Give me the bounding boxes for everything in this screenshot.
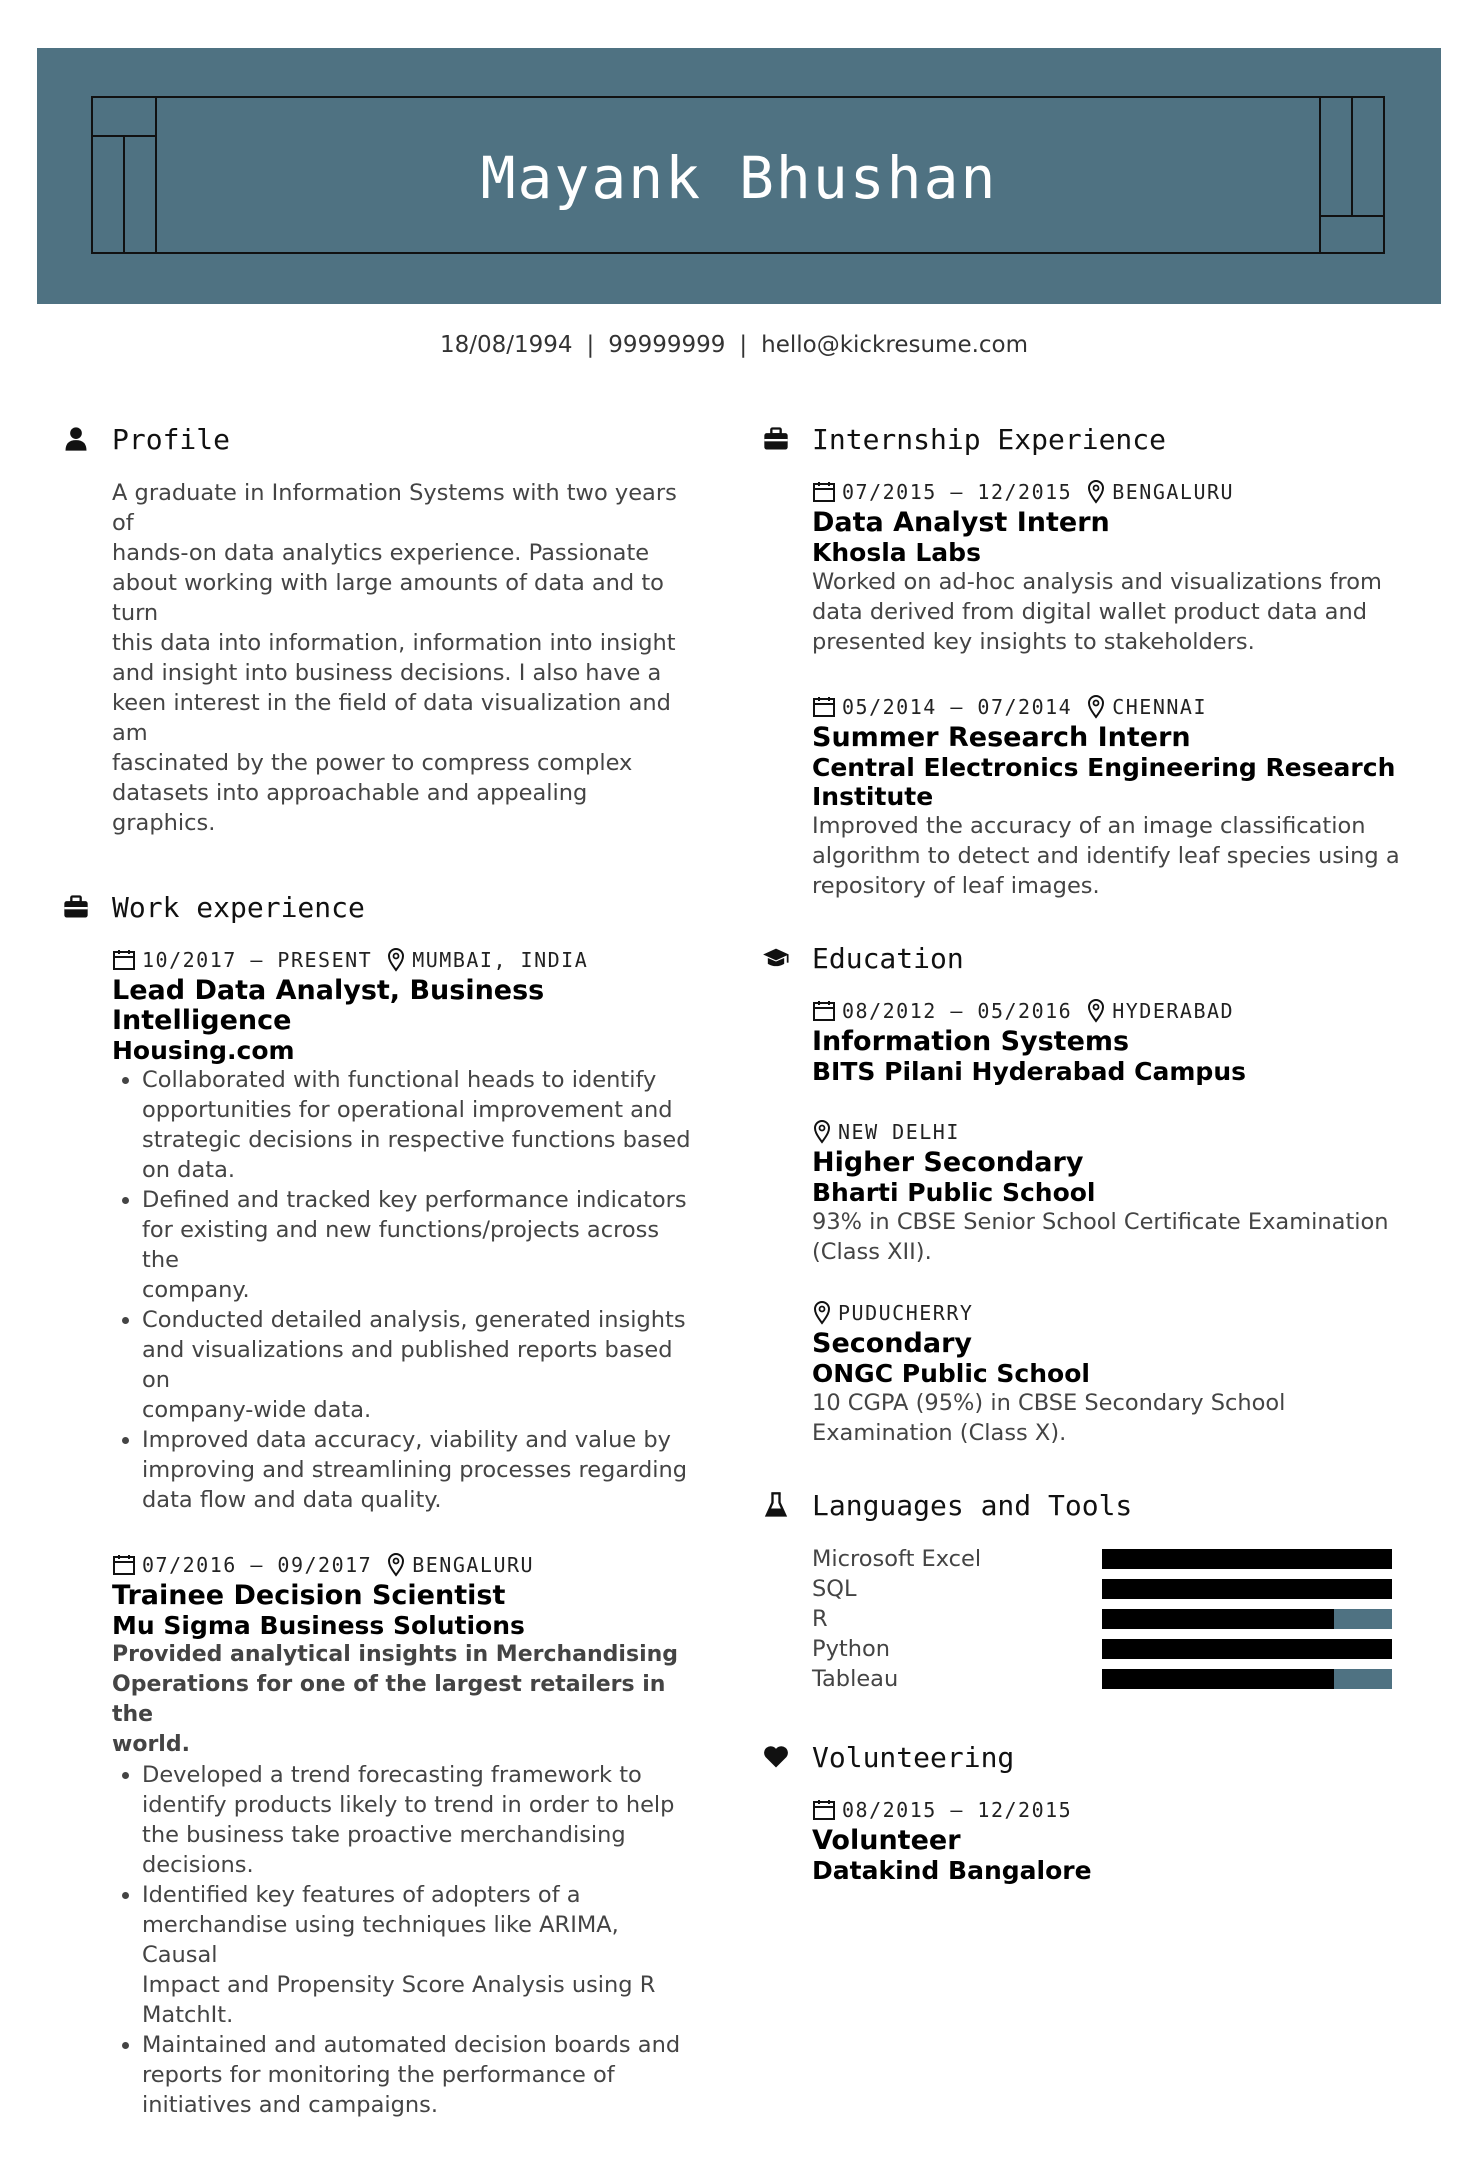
education-entry xyxy=(812,1299,1402,1448)
section-heading xyxy=(812,420,1402,458)
skill-row xyxy=(812,1574,1402,1604)
separator: | xyxy=(586,332,595,358)
skill-row xyxy=(812,1664,1402,1694)
text-line: and insight into business decisions. I also have a xyxy=(112,660,662,686)
skill-level-fill xyxy=(1102,1579,1392,1599)
calendar-icon xyxy=(812,1798,836,1822)
date-range: 07/2015 – 12/2015 xyxy=(842,480,1073,504)
skills-heading: Languages and Tools xyxy=(812,1488,1133,1522)
candidate-name: Mayank Bhushan xyxy=(480,144,998,212)
internship-section xyxy=(762,420,1402,901)
location: HYDERABAD xyxy=(1112,999,1235,1023)
section-heading xyxy=(812,939,1402,977)
education-section xyxy=(762,939,1402,1448)
header-banner xyxy=(37,48,1441,304)
degree-title: Secondary xyxy=(812,1328,972,1359)
skill-name: Microsoft Excel xyxy=(812,1546,982,1572)
education-entry xyxy=(812,1118,1402,1267)
location: PUDUCHERRY xyxy=(838,1301,974,1325)
date-range: 08/2015 – 12/2015 xyxy=(842,1798,1073,1822)
text-line: A graduate in Information Systems with two years of xyxy=(112,480,677,536)
skill-name: R xyxy=(812,1606,828,1632)
text-line: datasets into approachable and appealing graphics. xyxy=(112,780,588,836)
role-title: Volunteer xyxy=(812,1825,961,1856)
section-heading xyxy=(112,888,692,926)
contact-line xyxy=(0,332,1468,358)
location-pin-icon xyxy=(386,948,406,972)
calendar-icon xyxy=(812,695,836,719)
skill-bar xyxy=(1102,1669,1392,1689)
text-line: keen interest in the field of data visualization and am xyxy=(112,690,671,746)
internship-heading: Internship Experience xyxy=(812,422,1167,456)
graduation-cap-icon xyxy=(762,944,792,972)
entry-description: Improved the accuracy of an image classification algorithm to detect and identify leaf species using a repository of leaf images. xyxy=(812,813,1400,899)
bullet-item: • Improved data accuracy, viability and value by improving and streamlining processes regarding data flow and data quality. xyxy=(142,1425,692,1515)
entry-meta xyxy=(812,693,1402,721)
heart-icon xyxy=(762,1743,792,1771)
email-address: hello@kickresume.com xyxy=(761,332,1029,358)
location-pin-icon xyxy=(1086,999,1106,1023)
school-name: BITS Pilani Hyderabad Campus xyxy=(812,1057,1246,1086)
location: MUMBAI, INDIA xyxy=(412,948,589,972)
volunteering-entry xyxy=(812,1796,1402,1885)
profile-text xyxy=(112,478,692,838)
date-range: 05/2014 – 07/2014 xyxy=(842,695,1073,719)
text-line: hands-on data analytics experience. Passionate xyxy=(112,540,650,566)
skill-name: SQL xyxy=(812,1576,857,1602)
role-summary: Provided analytical insights in Merchandising Operations for one of the largest retailers in the world. xyxy=(112,1642,679,1757)
skill-level-fill xyxy=(1102,1639,1392,1659)
work-section xyxy=(62,888,692,2120)
entry-meta xyxy=(112,1551,692,1579)
location: BENGALURU xyxy=(1112,480,1235,504)
person-icon xyxy=(62,425,92,453)
organization-name: Datakind Bangalore xyxy=(812,1856,1092,1885)
calendar-icon xyxy=(112,948,136,972)
skills-list xyxy=(812,1544,1402,1694)
skill-row xyxy=(812,1544,1402,1574)
bullet-item: • Maintained and automated decision boards and reports for monitoring the performance of initiatives and campaigns. xyxy=(142,2030,692,2120)
job-title: Data Analyst Intern xyxy=(812,507,1110,538)
entry-meta xyxy=(112,946,692,974)
skill-bar xyxy=(1102,1549,1392,1569)
work-heading: Work experience xyxy=(112,890,365,924)
location-pin-icon xyxy=(386,1553,406,1577)
school-name: ONGC Public School xyxy=(812,1359,1090,1388)
separator: | xyxy=(739,332,748,358)
briefcase-icon xyxy=(762,425,792,453)
bullet-item: • Developed a trend forecasting framework to identify products likely to trend in order to help the business take proactive merchandising decisions. xyxy=(142,1760,692,1880)
text-line: about working with large amounts of data and to turn xyxy=(112,570,664,626)
skill-bar xyxy=(1102,1579,1392,1599)
skill-level-fill xyxy=(1102,1549,1392,1569)
entry-meta xyxy=(812,1796,1402,1824)
skills-section xyxy=(762,1486,1402,1694)
calendar-icon xyxy=(812,480,836,504)
company-name: Central Electronics Engineering Research Institute xyxy=(812,753,1396,811)
school-name: Bharti Public School xyxy=(812,1178,1096,1207)
profile-heading: Profile xyxy=(112,422,231,456)
work-entry xyxy=(112,1551,692,2120)
company-name: Housing.com xyxy=(112,1036,295,1065)
skill-bar xyxy=(1102,1639,1392,1659)
section-heading xyxy=(812,1738,1402,1776)
calendar-icon xyxy=(812,999,836,1023)
education-entry xyxy=(812,997,1402,1086)
date-range: 10/2017 – PRESENT xyxy=(142,948,373,972)
section-heading xyxy=(112,420,692,458)
volunteering-section xyxy=(762,1738,1402,1885)
calendar-icon xyxy=(112,1553,136,1577)
entry-meta xyxy=(812,997,1402,1025)
birth-date: 18/08/1994 xyxy=(439,332,573,358)
location-pin-icon xyxy=(1086,480,1106,504)
entry-meta xyxy=(812,478,1402,506)
education-heading: Education xyxy=(812,941,964,975)
flask-icon xyxy=(762,1491,792,1519)
skill-row xyxy=(812,1634,1402,1664)
degree-title: Higher Secondary xyxy=(812,1147,1084,1178)
company-name: Khosla Labs xyxy=(812,538,981,567)
briefcase-icon xyxy=(62,893,92,921)
internship-entry xyxy=(812,478,1402,657)
section-heading xyxy=(812,1486,1402,1524)
entry-description: Worked on ad-hoc analysis and visualizations from data derived from digital wallet product data and presented key insights to stakeholders. xyxy=(812,569,1382,655)
bullet-list xyxy=(112,1760,692,2120)
entry-description: 93% in CBSE Senior School Certificate Examination (Class XII). xyxy=(812,1209,1389,1265)
date-range: 07/2016 – 09/2017 xyxy=(142,1553,373,1577)
skill-name: Python xyxy=(812,1636,890,1662)
text-line: this data into information, information into insight xyxy=(112,630,676,656)
work-entry xyxy=(112,946,692,1515)
phone-number: 99999999 xyxy=(608,332,726,358)
bullet-item: • Collaborated with functional heads to identify opportunities for operational improvement and strategic decisions in respective functions based on data. xyxy=(142,1065,692,1185)
skill-level-fill xyxy=(1102,1609,1334,1629)
left-column xyxy=(62,420,692,2160)
location: CHENNAI xyxy=(1112,695,1207,719)
volunteering-heading: Volunteering xyxy=(812,1740,1015,1774)
skill-level-fill xyxy=(1102,1669,1334,1689)
location-pin-icon xyxy=(1086,695,1106,719)
entry-meta xyxy=(812,1299,1402,1327)
bullet-list xyxy=(112,1065,692,1515)
degree-title: Information Systems xyxy=(812,1026,1130,1057)
entry-description: 10 CGPA (95%) in CBSE Secondary School Examination (Class X). xyxy=(812,1390,1286,1446)
location-pin-icon xyxy=(812,1120,832,1144)
job-title: Trainee Decision Scientist xyxy=(112,1580,506,1611)
bullet-item: • Defined and tracked key performance indicators for existing and new functions/projects across the company. xyxy=(142,1185,692,1305)
skill-bar xyxy=(1102,1609,1392,1629)
bullet-item: • Conducted detailed analysis, generated insights and visualizations and published reports based on company-wide data. xyxy=(142,1305,692,1425)
right-column xyxy=(762,420,1402,1925)
location-pin-icon xyxy=(812,1301,832,1325)
entry-meta xyxy=(812,1118,1402,1146)
profile-section xyxy=(62,420,692,838)
location: NEW DELHI xyxy=(838,1120,960,1144)
text-line: fascinated by the power to compress complex xyxy=(112,750,633,776)
job-title: Summer Research Intern xyxy=(812,722,1191,753)
skill-row xyxy=(812,1604,1402,1634)
location: BENGALURU xyxy=(412,1553,535,1577)
skill-name: Tableau xyxy=(812,1666,899,1692)
job-title: Lead Data Analyst, Business Intelligence xyxy=(112,975,545,1036)
internship-entry xyxy=(812,693,1402,901)
bullet-item: • Identified key features of adopters of a merchandise using techniques like ARIMA, Causal Impact and Propensity Score Analysis using R MatchIt. xyxy=(142,1880,692,2030)
company-name: Mu Sigma Business Solutions xyxy=(112,1611,525,1640)
date-range: 08/2012 – 05/2016 xyxy=(842,999,1073,1023)
